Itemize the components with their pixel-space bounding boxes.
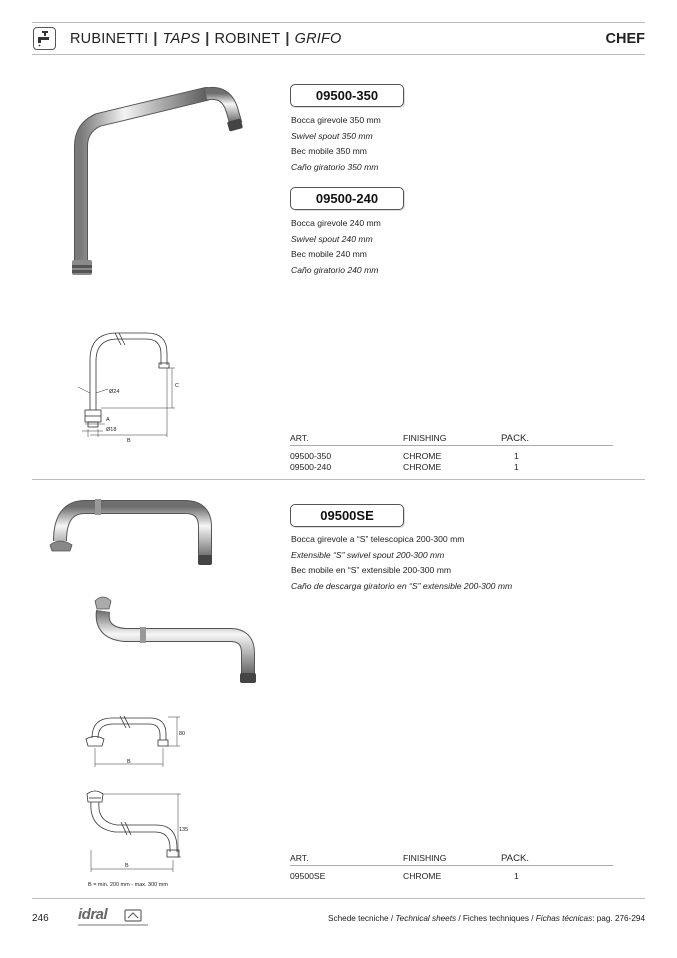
cell-finishing: CHROME (403, 871, 442, 881)
desc-es: Caño giratorio 350 mm (291, 161, 379, 172)
desc-en: Swivel spout 350 mm (291, 130, 373, 141)
header-bottom-rule (32, 54, 645, 55)
footer-rule (32, 898, 645, 899)
dim-a-label: A (106, 417, 110, 423)
dim-80-label: 80 (179, 731, 186, 737)
dim-d24-label: Ø24 (109, 389, 120, 395)
product-code-09500SE: 09500SE (290, 504, 404, 527)
table-row (290, 462, 613, 473)
title-fr: ROBINET (214, 31, 281, 47)
desc-fr: Bec mobile en “S” extensible 200-300 mm (291, 565, 452, 576)
section-divider (32, 479, 645, 480)
header-art: ART. (290, 853, 309, 863)
desc-es: Caño giratorio 240 mm (291, 264, 379, 275)
product-description-09500-240 (291, 216, 381, 278)
product-code-09500-350: 09500-350 (290, 84, 404, 107)
desc-es: Caño de descarga giratorio en “S” extensible 200-300 mm (291, 580, 513, 591)
cell-pack: 1 (514, 451, 519, 461)
dim-135-label: 135 (179, 827, 189, 833)
table-header (290, 433, 613, 446)
table-row (290, 451, 613, 462)
logo-text: idral (78, 906, 108, 923)
desc-fr: Bec mobile 240 mm (291, 249, 367, 260)
title-separator: | (285, 31, 290, 47)
desc-fr: Bec mobile 350 mm (291, 146, 367, 157)
header-pack: PACK. (501, 433, 530, 444)
footer-text-it: Schede tecniche / (328, 914, 396, 923)
logo-mark-icon (125, 910, 141, 922)
header-pack: PACK. (501, 853, 530, 864)
article-table-2 (290, 853, 613, 882)
cell-art: 09500-240 (290, 461, 332, 472)
cell-pack: 1 (514, 461, 519, 472)
footer-text-en: Technical sheets (395, 914, 457, 923)
header-top-rule (32, 22, 645, 23)
cell-art: 09500-350 (290, 451, 332, 461)
title-separator: | (153, 31, 158, 47)
header-art: ART. (290, 433, 309, 443)
page-title (70, 31, 342, 47)
s-spout-drawing (75, 790, 205, 890)
brand-label: CHEF (605, 31, 645, 47)
table-row (290, 871, 613, 882)
dim-b-note: B = min. 200 mm - max. 300 mm (88, 882, 168, 888)
idral-logo (78, 906, 107, 924)
telescopic-spout-photo (45, 493, 225, 573)
table-header (290, 853, 613, 866)
dim-d18-label: Ø18 (106, 427, 117, 433)
swivel-spout-drawing (75, 325, 215, 445)
footer-text-es: Fichas técnicas (535, 914, 593, 923)
title-en: TAPS (162, 31, 201, 47)
dim-b-label: B (127, 759, 131, 765)
cell-pack: 1 (514, 871, 519, 881)
tap-icon (33, 27, 56, 50)
swivel-spout-photo (60, 80, 260, 280)
desc-it: Bocca girevole 240 mm (291, 218, 381, 228)
header-finishing: FINISHING (403, 433, 447, 443)
product-code-09500-240: 09500-240 (290, 187, 404, 210)
desc-it: Bocca girevole a “S” telescopica 200-300 mm (291, 534, 465, 544)
header-finishing: FINISHING (403, 853, 447, 863)
telescopic-spout-drawing (82, 712, 192, 772)
cell-finishing: CHROME (403, 451, 442, 461)
footer-reference (328, 914, 645, 923)
title-separator: | (205, 31, 210, 47)
s-spout-photo (90, 593, 270, 693)
dim-b-label: B (127, 438, 131, 444)
product-description-09500SE (291, 532, 512, 594)
dim-c-label: C (175, 383, 179, 389)
footer-text-fr: / Fiches techniques / (456, 914, 536, 923)
desc-en: Swivel spout 240 mm (291, 233, 373, 244)
article-table-1 (290, 433, 613, 472)
desc-en: Extensible “S” swivel spout 200-300 mm (291, 549, 445, 560)
product-description-09500-350 (291, 113, 381, 175)
page-number: 246 (32, 913, 49, 924)
title-es: GRIFO (294, 31, 342, 47)
footer-text-pages: : pag. 276-294 (592, 914, 645, 923)
cell-art: 09500SE (290, 871, 326, 881)
cell-finishing: CHROME (403, 461, 442, 472)
desc-it: Bocca girevole 350 mm (291, 115, 381, 125)
dim-b-label: B (125, 863, 129, 869)
title-it: RUBINETTI (70, 31, 149, 47)
